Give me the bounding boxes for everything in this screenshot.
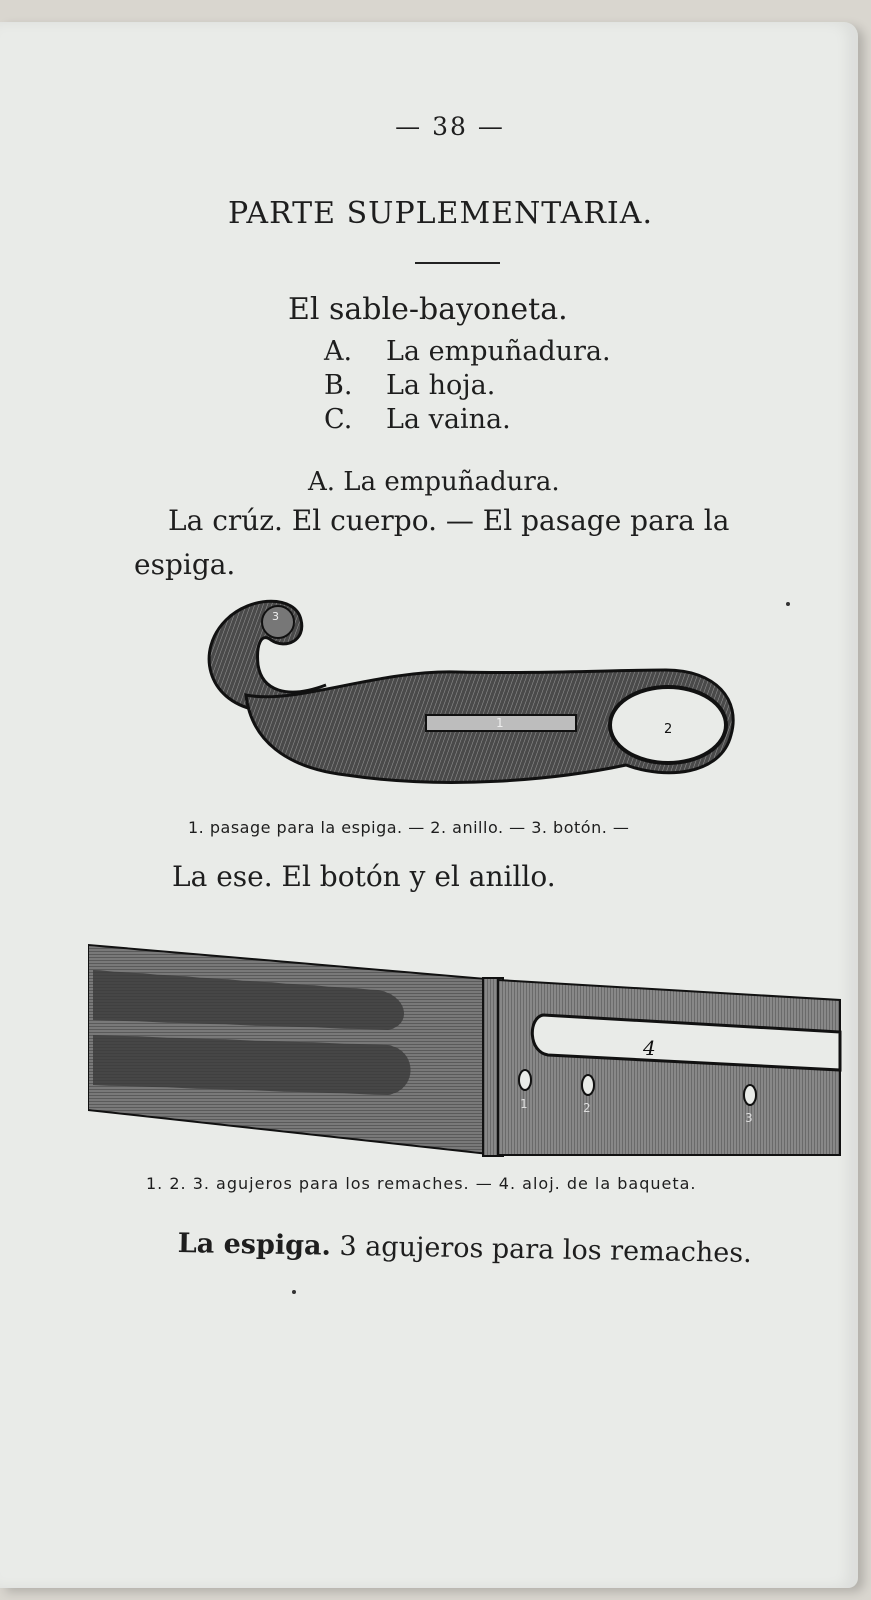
contents-letter: B.	[324, 370, 353, 401]
term-description: 3 agujeros para los remaches.	[339, 1230, 752, 1270]
contents-item	[324, 370, 495, 401]
contents-item	[324, 404, 511, 435]
blade-tang-illustration	[88, 940, 848, 1170]
figure1-label: 2	[664, 722, 673, 737]
page-number: — 38 —	[395, 112, 505, 141]
section-title: A. La empuñadura.	[308, 467, 560, 497]
figure2-caption: 1. 2. 3. agujeros para los remaches. — 4. aloj. de la baqueta.	[146, 1174, 697, 1193]
figure1-label: 1	[496, 716, 504, 730]
print-speck	[786, 602, 790, 606]
book-page	[0, 22, 858, 1588]
figure2-label: 2	[583, 1101, 591, 1115]
contents-text: La hoja.	[386, 370, 496, 401]
contents-text: La empuñadura.	[386, 336, 611, 367]
figure1-caption: 1. pasage para la espiga. — 2. anillo. — 3. botón. —	[188, 818, 630, 837]
paragraph-line: La crúz. El cuerpo. — El pasage para la	[168, 504, 730, 537]
figure2-label: 3	[745, 1111, 753, 1125]
contents-letter: C.	[324, 404, 353, 435]
term-bold: La espiga.	[177, 1228, 332, 1262]
contents-letter: A.	[324, 336, 353, 367]
contents-item	[324, 336, 611, 367]
contents-text: La vaina.	[386, 404, 511, 435]
figure2-label: 1	[520, 1097, 528, 1111]
print-speck	[292, 1290, 296, 1294]
figure2-label: 4	[643, 1036, 656, 1060]
text-line: La ese. El botón y el anillo.	[172, 860, 556, 893]
paragraph-line: espiga.	[134, 548, 236, 581]
title-divider	[415, 262, 500, 264]
subtitle: El sable-bayoneta.	[288, 292, 568, 327]
crossguard-illustration	[196, 590, 756, 800]
page-title: PARTE SUPLEMENTARIA.	[228, 196, 653, 231]
figure1-label: 3	[272, 610, 279, 623]
